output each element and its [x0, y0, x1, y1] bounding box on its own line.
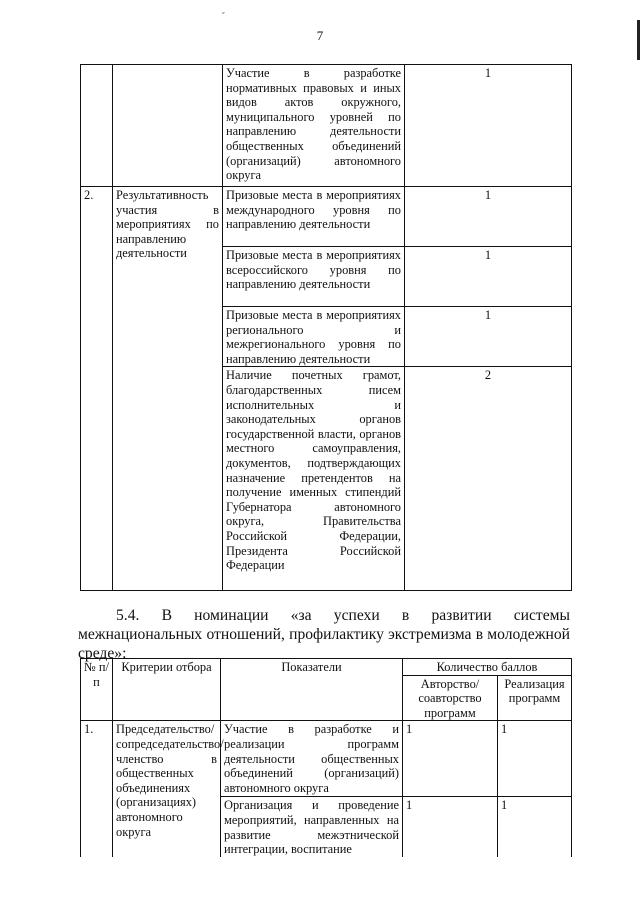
indicator-cell: Участие в разработке и реализации программ деятельности общественных объединений (организаций) автономного округа [221, 721, 403, 797]
score-cell: 1 [405, 65, 572, 187]
implementation-score-cell: 1 [498, 797, 572, 857]
indicator-cell: Призовые места в мероприятиях международного уровня по направлению деятельности [223, 187, 405, 247]
header-implementation: Реализация программ [498, 675, 572, 721]
criterion-cell: Председательство/сопредседательство/членство в общественных объединениях (организациях) автономного округа [113, 721, 221, 857]
table-row [81, 721, 572, 797]
header-score-group: Количество баллов [403, 659, 572, 676]
header-num: № п/п [81, 659, 113, 721]
row-number-cell [81, 65, 113, 187]
indicator-cell: Участие в разработке нормативных правовых и иных видов актов окружного, муниципального уровней по направлению деятельности общественных объединений (организаций) автономного округа [223, 65, 405, 187]
authorship-score-cell: 1 [403, 721, 498, 797]
indicator-cell: Наличие почетных грамот, благодарственных писем исполнительных и законодательных органов государственной власти, органов местного самоуправления, документов, подтверждающих назначение претендентов на получение именных стипендий Губернатора автономного округа, Правительства Российской Федерации, Президента Российской Федерации [223, 367, 405, 591]
criterion-cell [113, 65, 223, 187]
indicator-cell: Призовые места в мероприятиях всероссийского уровня по направлению деятельности [223, 247, 405, 307]
row-number-cell: 2. [81, 187, 113, 591]
table-row [81, 187, 572, 247]
criteria-table-5-4 [80, 658, 572, 857]
table-row [81, 65, 572, 187]
score-cell: 2 [405, 367, 572, 591]
criterion-cell: Результативность участия в мероприятиях по направлению деятельности [113, 187, 223, 591]
section-text: 5.4. В номинации «за успехи в развитии системы межнациональных отношений, профилактику экстремизма в молодежной среде»: [78, 607, 570, 662]
row-number-cell: 1. [81, 721, 113, 857]
indicator-cell: Организация и проведение мероприятий, направленных на развитие межэтнической интеграции, воспитание [221, 797, 403, 857]
implementation-score-cell: 1 [498, 721, 572, 797]
score-cell: 1 [405, 307, 572, 367]
table-header-row [81, 659, 572, 676]
scan-mark: ˇ [222, 11, 225, 20]
header-authorship: Авторство/соавторство программ [403, 675, 498, 721]
score-cell: 1 [405, 247, 572, 307]
page-number: 7 [316, 28, 324, 43]
criteria-table-continued [80, 64, 572, 591]
section-paragraph [78, 606, 570, 663]
indicator-cell: Призовые места в мероприятиях регионального и межрегионального уровня по направлению деятельности [223, 307, 405, 367]
authorship-score-cell: 1 [403, 797, 498, 857]
header-indicators: Показатели [221, 659, 403, 721]
header-criteria: Критерии отбора [113, 659, 221, 721]
score-cell: 1 [405, 187, 572, 247]
